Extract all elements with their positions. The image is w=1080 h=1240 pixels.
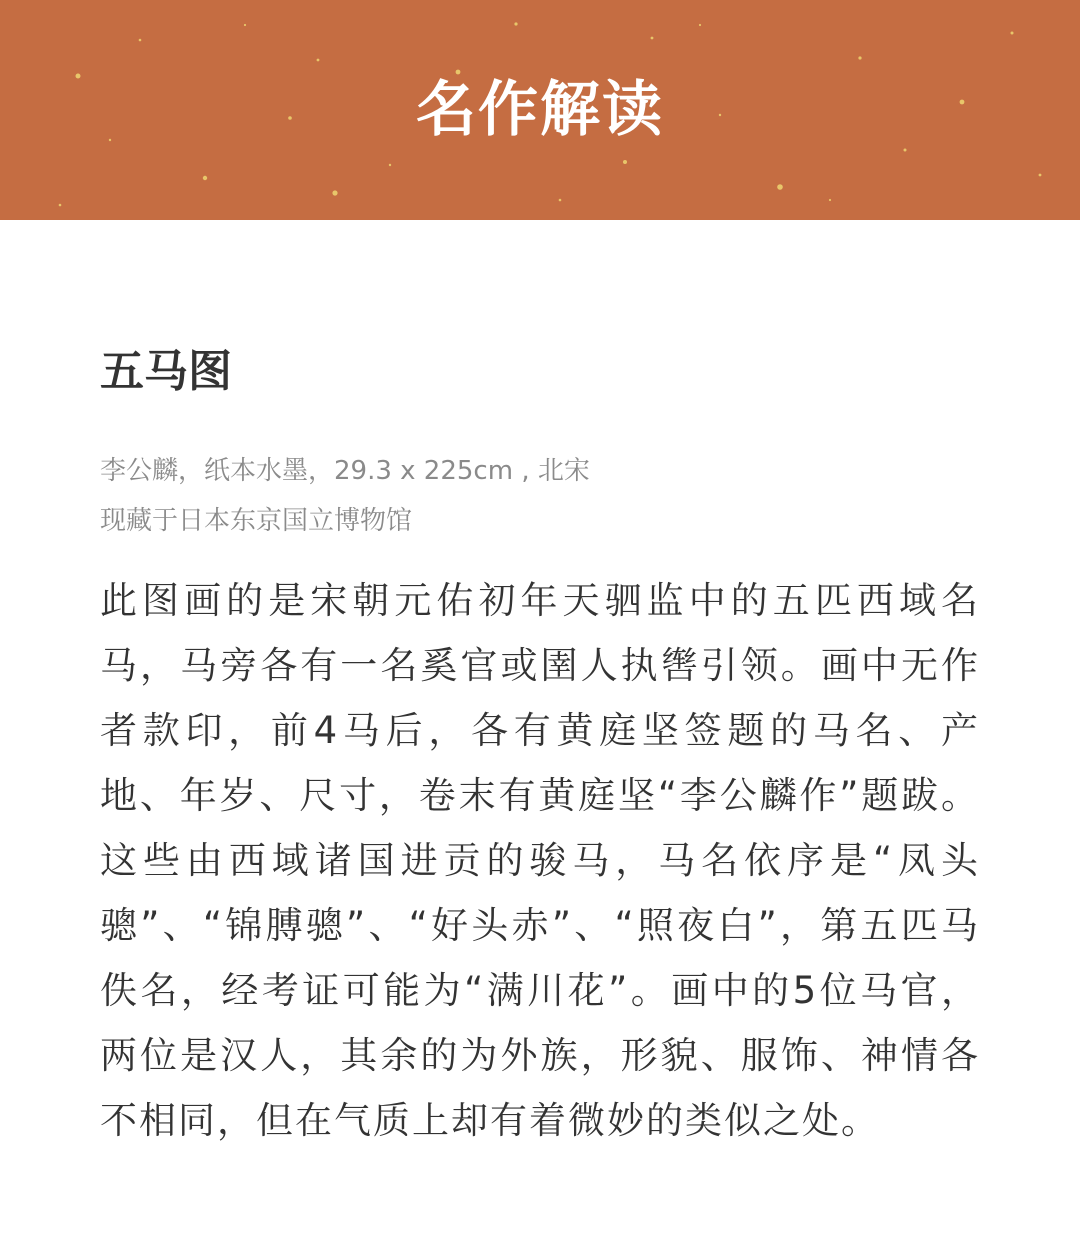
artwork-description: 此图画的是宋朝元佑初年天驷监中的五匹西域名马，马旁各有一名奚官或圉人执辔引领。画中无作者款印，前4马后，各有黄庭坚签题的马名、产地、年岁、尺寸，卷末有黄庭坚“李公麟作”题跋。这些由西域诸国进贡的骏马，马名依序是“凤头骢”、“锦膊骢”、“好头赤”、“照夜白”，第五匹马佚名，经考证可能为“满川花”。画中的5位马官，两位是汉人，其余的为外族，形貌、服饰、神情各不相同，但在气质上却有着微妙的类似之处。 xyxy=(100,579,980,1142)
artwork-section xyxy=(100,340,980,1190)
artwork-meta-line-2: 现藏于日本东京国立博物馆 xyxy=(100,506,413,536)
artwork-title: 五马图 xyxy=(100,346,232,397)
banner-title: 名作解读 xyxy=(416,75,664,145)
header-banner xyxy=(0,0,1080,220)
artwork-meta xyxy=(100,446,980,546)
artwork-meta-line-1: 李公麟，纸本水墨，29.3 x 225cm , 北宋 xyxy=(100,456,590,486)
